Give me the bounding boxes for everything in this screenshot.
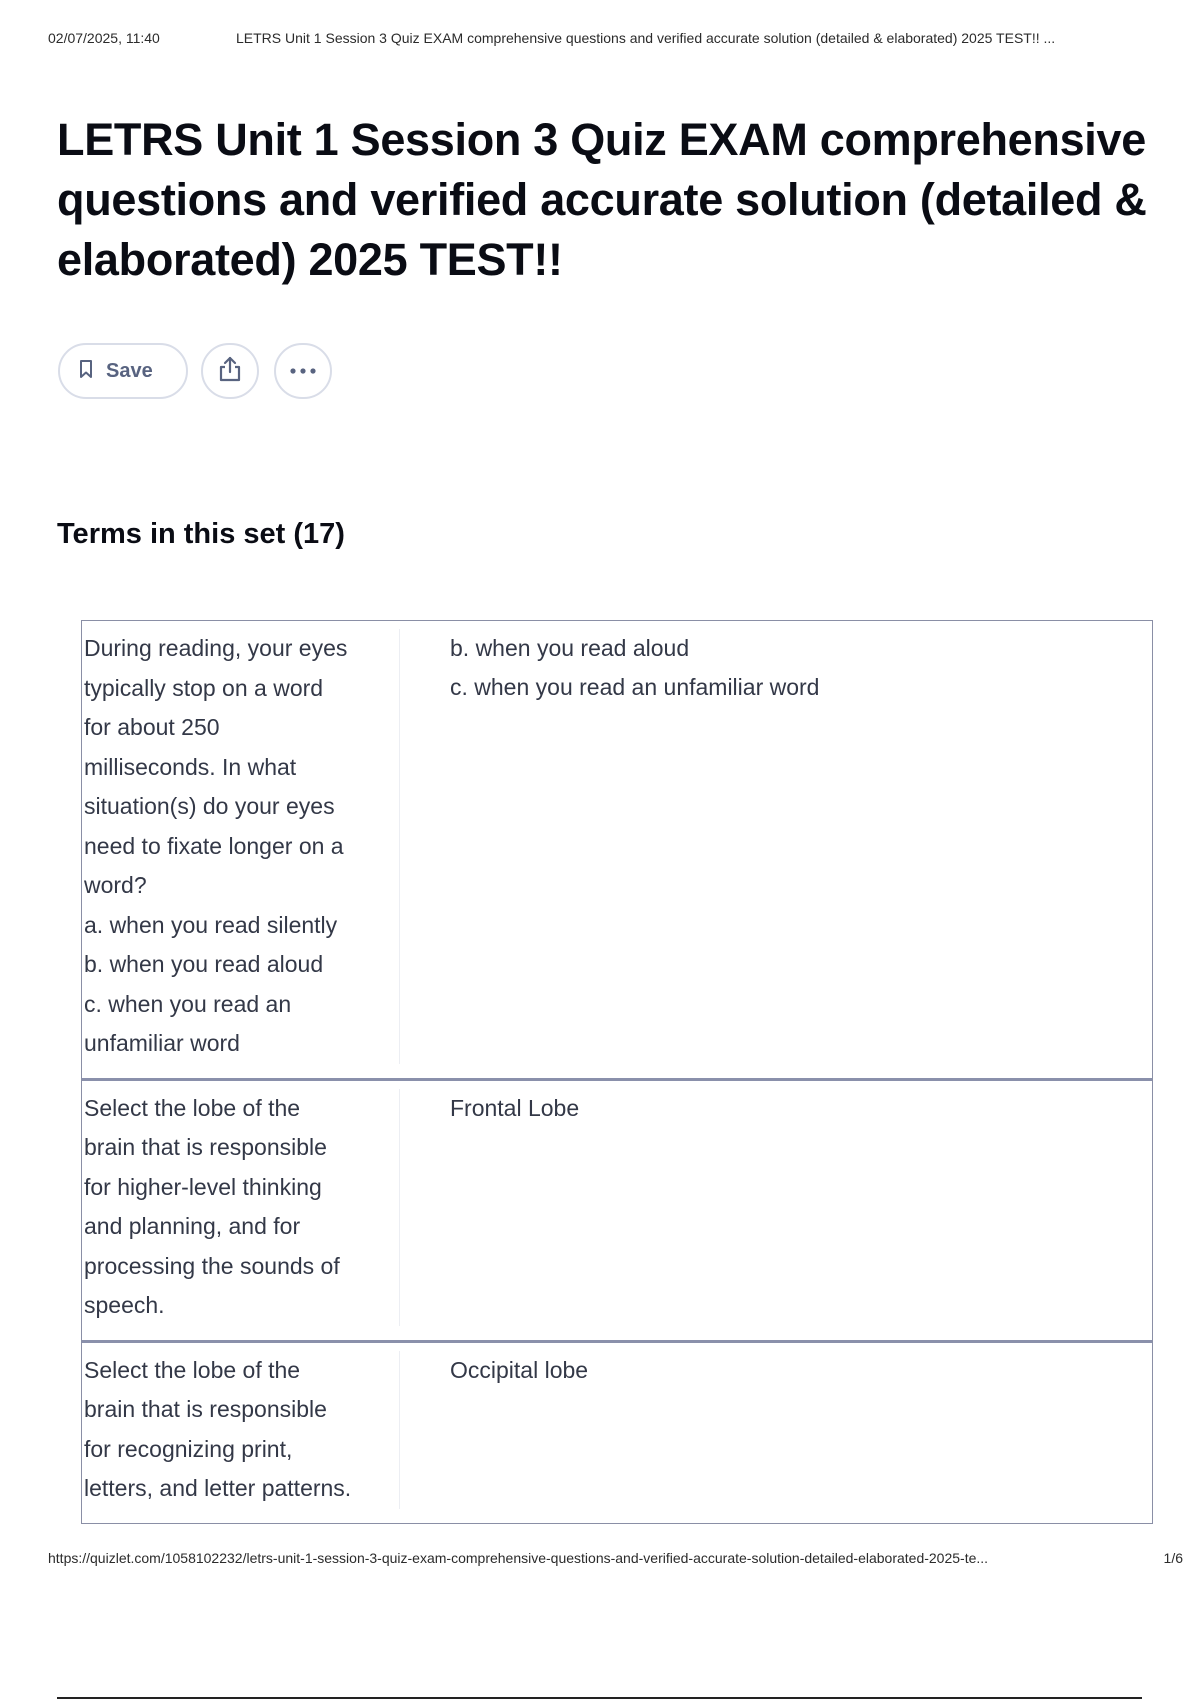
print-header xyxy=(48,30,1183,48)
definition-text: Occipital lobe xyxy=(450,1356,589,1383)
print-footer xyxy=(48,1550,1183,1568)
term-card xyxy=(82,1078,1152,1340)
save-label: Save xyxy=(106,359,153,382)
save-button[interactable] xyxy=(58,343,188,399)
bookmark-icon xyxy=(78,359,94,384)
share-icon xyxy=(217,355,243,388)
terms-list xyxy=(81,620,1153,1524)
page-number: 1/6 xyxy=(1163,1550,1183,1566)
term-text: During reading, your eyes typically stop on a word for about 250 milliseconds. In what situation(s) do your eyes need to fixate longer on a word? a. when you read silently b. when you read aloud c. when you read an unfamiliar word xyxy=(82,629,400,1064)
print-title: LETRS Unit 1 Session 3 Quiz EXAM comprehensive questions and verified accurate solution (detailed & elaborated) 2025 TEST!! ... xyxy=(236,30,1056,46)
page-title: LETRS Unit 1 Session 3 Quiz EXAM comprehensive questions and verified accurate solution (detailed & elaborated) 2025 TEST!! xyxy=(57,114,1147,285)
term-text: Select the lobe of the brain that is responsible for recognizing print, letters, and letter patterns. xyxy=(82,1351,400,1509)
print-datetime: 02/07/2025, 11:40 xyxy=(48,30,160,46)
divider xyxy=(57,1697,1142,1699)
definition-text: Frontal Lobe xyxy=(450,1094,580,1121)
term-card xyxy=(82,1340,1152,1523)
more-options-button[interactable] xyxy=(274,343,332,399)
definition-text: b. when you read aloud c. when you read an unfamiliar word xyxy=(450,635,820,700)
term-card xyxy=(82,621,1152,1078)
more-icon xyxy=(289,362,317,380)
terms-heading: Terms in this set (17) xyxy=(57,518,345,550)
share-button[interactable] xyxy=(201,343,259,399)
page-url: https://quizlet.com/1058102232/letrs-unit-1-session-3-quiz-exam-comprehensive-questions-and-verified-accurate-solution-detailed-elaborated-2025-te... xyxy=(48,1550,989,1566)
term-text: Select the lobe of the brain that is responsible for higher-level thinking and planning, and for processing the sounds of speech. xyxy=(82,1089,400,1326)
